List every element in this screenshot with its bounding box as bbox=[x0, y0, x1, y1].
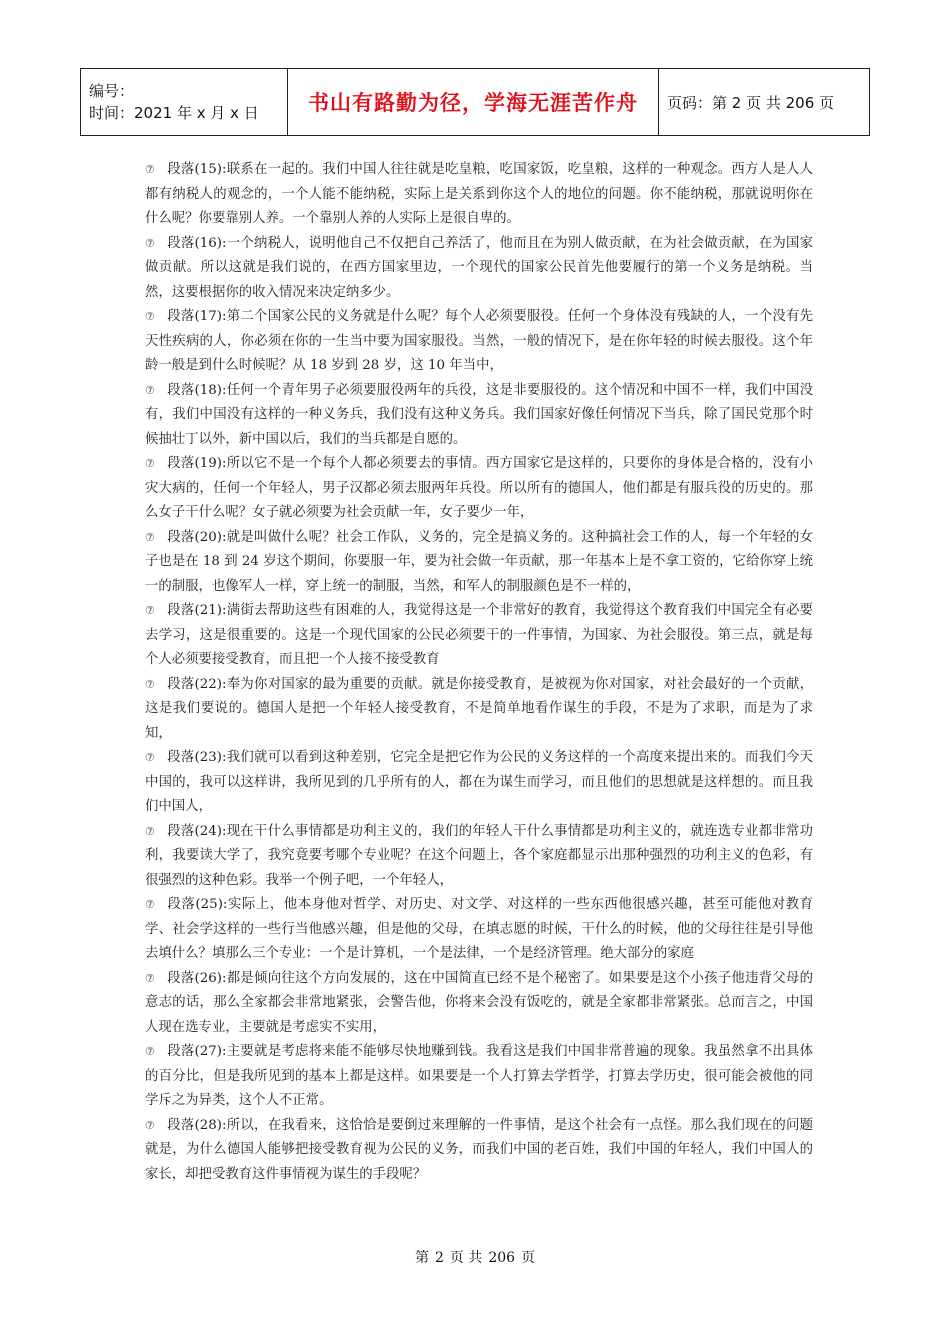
paragraph-text: 我们就可以看到这种差别，它完全是把它作为公民的义务这样的一个高度来提出来的。而我们今天中国的，我可以这样讲，我所见到的几乎所有的人，都在为谋生而学习，而且他们的思想就是这样想的。而且我们中国人， bbox=[145, 750, 814, 814]
bullet-icon: ⑦ bbox=[145, 1118, 155, 1132]
paragraph-label: 段落(26): bbox=[167, 970, 227, 986]
header-meta-cell bbox=[81, 69, 288, 136]
paragraph-label: 段落(25): bbox=[167, 897, 228, 912]
bullet-icon: ⑦ bbox=[145, 163, 155, 176]
paragraph-text: 实际上，他本身他对哲学、对历史、对文学、对这样的一些东西他很感兴趣，甚至可能他对教育学、社会学这样的一些行当他感兴趣，但是他的父母，在填志愿的时候，干什么的时候，他的父母往往是引导他去填什么？填那么三个专业：一个是计算机，一个是法律，一个是经济管理。绝大部分的家庭 bbox=[145, 897, 813, 961]
bullet-icon: ⑦ bbox=[145, 236, 155, 250]
paragraph-label: 段落(23): bbox=[167, 750, 227, 765]
bullet-icon: ⑦ bbox=[145, 824, 155, 838]
paragraph bbox=[145, 820, 813, 894]
bullet-icon: ⑦ bbox=[145, 604, 155, 617]
bullet-icon: ⑦ bbox=[145, 1045, 155, 1058]
paragraph bbox=[145, 746, 813, 820]
bullet-icon: ⑦ bbox=[145, 971, 155, 985]
paragraph bbox=[145, 673, 813, 747]
paragraph-label: 段落(18): bbox=[167, 382, 227, 398]
document-number-label: 编号： bbox=[89, 82, 135, 100]
footer-mid: 页 共 bbox=[449, 1250, 483, 1266]
paragraph-text: 所以，在我看来，这恰恰是要倒过来理解的一件事情，是这个社会有一点怪。那么我们现在的问题就是，为什么德国人能够把接受教育视为公民的义务，而我们中国的老百姓，我们中国的年轻人，我们中国人的家长，却把受教育这件事情视为谋生的手段呢？ bbox=[145, 1117, 814, 1182]
bullet-icon: ⑦ bbox=[145, 530, 155, 544]
document-date-label: 时间：2021 年 x 月 x 日 bbox=[89, 104, 259, 122]
paragraph bbox=[145, 232, 813, 306]
header-motto: 书山有路勤为径，学海无涯苦作舟 bbox=[288, 69, 659, 136]
paragraph-label: 段落(28): bbox=[167, 1117, 227, 1133]
paragraph-text: 联系在一起的。我们中国人往往就是吃皇粮，吃国家饭，吃皇粮，这样的一种观念。西方人是人人都有纳税人的观念的，一个人能不能纳税，实际上是关系到你这个人的地位的问题。你不能纳税，那就说明你在什么呢？你要靠别人养。一个靠别人养的人实际上是很自卑的。 bbox=[145, 162, 814, 226]
paragraph bbox=[145, 893, 813, 967]
document-body bbox=[145, 158, 813, 1187]
paragraph-text: 所以它不是一个每个人都必须要去的事情。西方国家它是这样的，只要你的身体是合格的，没有小灾大病的，任何一个年轻人，男子汉都必须去服两年兵役。所以所有的德国人，他们都是有服兵役的历史的。那么女子干什么呢？女子就必须要为社会贡献一年，女子要少一年， bbox=[145, 456, 814, 520]
paragraph-text: 都是倾向往这个方向发展的，这在中国简直已经不是个秘密了。如果要是这个小孩子他违背父母的意志的话，那么全家都会非常地紧张，会警告他，你将来会没有饭吃的，就是全家都非常紧张。总而言之，中国人现在选专业，主要就是考虑实不实用， bbox=[145, 970, 814, 1035]
paragraph-text: 就是叫做什么呢？社会工作队，义务的，完全是搞义务的。这种搞社会工作的人，每一个年轻的女子也是在 18 到 24 岁这个期间，你要服一年，要为社会做一年贡献，那一年基本上是不拿工资的，它给你穿上统一的制服，也像军人一样，穿上统一的制服，当然，和军人的制服颜色是不一样的， bbox=[145, 529, 814, 594]
paragraph-label: 段落(27): bbox=[167, 1044, 227, 1059]
bullet-icon: ⑦ bbox=[145, 383, 155, 397]
footer-prefix: 第 bbox=[414, 1250, 429, 1266]
paragraph-text: 满街去帮助这些有困难的人，我觉得这是一个非常好的教育，我觉得这个教育我们中国完全有必要去学习，这是很重要的。这是一个现代国家的公民必须要干的一件事情，为国家、为社会服役。第三点，就是每个人必须要接受教育，而且把一个人接不接受教育 bbox=[145, 603, 814, 667]
paragraph bbox=[145, 452, 813, 526]
paragraph-text: 第二个国家公民的义务就是什么呢？每个人必须要服役。任何一个身体没有残缺的人，一个没有先天性疾病的人，你必须在你的一生当中要为国家服役。当然，一般的情况下，是在你年轻的时候去服役。这个年龄一般是到什么时候呢？从 18 岁到 28 岁，这 10 年当中， bbox=[145, 309, 814, 373]
document-header bbox=[80, 68, 870, 136]
paragraph bbox=[145, 967, 813, 1041]
paragraph-label: 段落(15): bbox=[167, 162, 227, 177]
paragraph-label: 段落(24): bbox=[167, 823, 227, 839]
paragraph-text: 主要就是考虑将来能不能够尽快地赚到钱。我看这是我们中国非常普遍的现象。我虽然拿不出具体的百分比，但是我所见到的基本上都是这样。如果要是一个人打算去学哲学，打算去学历史，很可能会被他的同学斥之为异类，这个人不正常。 bbox=[145, 1044, 814, 1108]
paragraph-label: 段落(20): bbox=[167, 529, 227, 545]
paragraph bbox=[145, 526, 813, 600]
bullet-icon: ⑦ bbox=[145, 898, 155, 911]
paragraph bbox=[145, 305, 813, 379]
paragraph-text: 现在干什么事情都是功利主义的，我们的年轻人干什么事情都是功利主义的，就连选专业都非常功利，我要读大学了，我究竟要考哪个专业呢？在这个问题上，各个家庭都显示出那种强烈的功利主义的色彩，有很强烈的这种色彩。我举一个例子吧，一个年轻人， bbox=[145, 823, 814, 888]
bullet-icon: ⑦ bbox=[145, 751, 155, 764]
paragraph-label: 段落(16): bbox=[167, 235, 227, 251]
paragraph bbox=[145, 1040, 813, 1114]
paragraph-label: 段落(19): bbox=[167, 456, 227, 471]
footer-total-pages: 206 bbox=[488, 1250, 516, 1266]
paragraph bbox=[145, 599, 813, 673]
page-footer bbox=[0, 1247, 950, 1267]
header-page-label: 页码：第 2 页 共 206 页 bbox=[659, 69, 870, 136]
bullet-icon: ⑦ bbox=[145, 310, 155, 323]
paragraph-text: 一个纳税人，说明他自己不仅把自己养活了，他而且在为别人做贡献，在为社会做贡献，在为国家做贡献。所以这就是我们说的，在西方国家里边，一个现代的国家公民首先他要履行的第一个义务是纳税。当然，这要根据你的收入情况来决定纳多少。 bbox=[145, 235, 814, 300]
bullet-icon: ⑦ bbox=[145, 677, 155, 691]
paragraph-label: 段落(21): bbox=[167, 603, 227, 618]
paragraph-label: 段落(17): bbox=[167, 309, 227, 324]
paragraph-text: 任何一个青年男子必须要服役两年的兵役，这是非要服役的。这个情况和中国不一样，我们中国没有，我们中国没有这样的一种义务兵，我们没有这种义务兵。我们国家好像任何情况下当兵，除了国民党那个时候抽壮丁以外，新中国以后，我们的当兵都是自愿的。 bbox=[145, 382, 814, 447]
paragraph bbox=[145, 379, 813, 453]
paragraph bbox=[145, 1114, 813, 1188]
paragraph-text: 奉为你对国家的最为重要的贡献。就是你接受教育，是被视为你对国家，对社会最好的一个贡献，这是我们要说的。德国人是把一个年轻人接受教育，不是简单地看作谋生的手段，不是为了求职，而是为了求知， bbox=[145, 676, 814, 741]
paragraph-label: 段落(22): bbox=[167, 676, 227, 692]
bullet-icon: ⑦ bbox=[145, 457, 155, 470]
paragraph bbox=[145, 158, 813, 232]
footer-page-number: 2 bbox=[434, 1250, 444, 1266]
footer-suffix: 页 bbox=[521, 1250, 536, 1266]
